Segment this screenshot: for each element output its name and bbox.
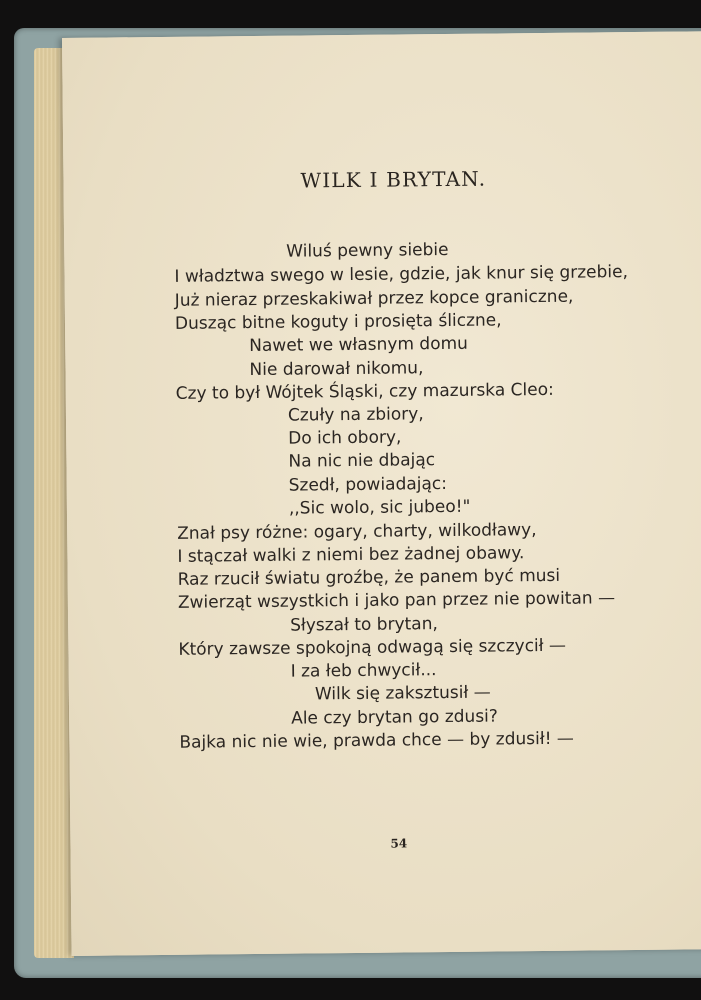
poem-line: I za łeb chwycił... [290, 660, 437, 682]
poem-line: Wilk się zaksztusił — [314, 682, 491, 705]
poem-line: I stączał walki z niemi bez żadnej obawy. [177, 543, 525, 567]
poem-line: ,,Sic wolo, sic jubeo!" [288, 496, 471, 519]
poem-line: Raz rzucił światu groźbę, że panem być musi [177, 565, 561, 590]
poem-line: Bajka nic nie wie, prawda chce — by zdusił! — [179, 728, 574, 753]
poem-line: Który zawsze spokojną odwagą się szczycił — [178, 635, 567, 660]
poem-line: Zwierząt wszystkich i jako pan przez nie powitan — [177, 588, 616, 613]
book-page [62, 31, 701, 956]
poem-line: Ale czy brytan go zdusi? [291, 706, 498, 729]
page-number: 54 [390, 836, 408, 851]
poem-line: Wiluś pewny siebie [286, 239, 449, 262]
poem-line: I władztwa swego w lesie, gdzie, jak knur się grzebie, [174, 262, 629, 287]
poem-line: Czuły na zbiory, [287, 404, 424, 426]
poem-title: WILK I BRYTAN. [300, 166, 487, 193]
poem-line: Nawet we własnym domu [249, 333, 469, 357]
poem-line: Nie darował nikomu, [249, 358, 424, 381]
poem-line: Słyszał to brytan, [290, 614, 438, 636]
poem-line: Już nieraz przeskakiwał przez kopce graniczne, [174, 286, 574, 311]
poem-line: Do ich obory, [288, 427, 402, 449]
poem-line: Szedł, powiadając: [288, 473, 448, 496]
poem-line: Znał psy różne: ogary, charty, wilkodławy, [177, 520, 537, 544]
poem-line: Dusząc bitne koguty i prosięta śliczne, [174, 310, 502, 334]
poem-line: Na nic nie dbając [288, 450, 436, 472]
poem-line: Czy to był Wójtek Śląski, czy mazurska Cleo: [175, 379, 554, 404]
